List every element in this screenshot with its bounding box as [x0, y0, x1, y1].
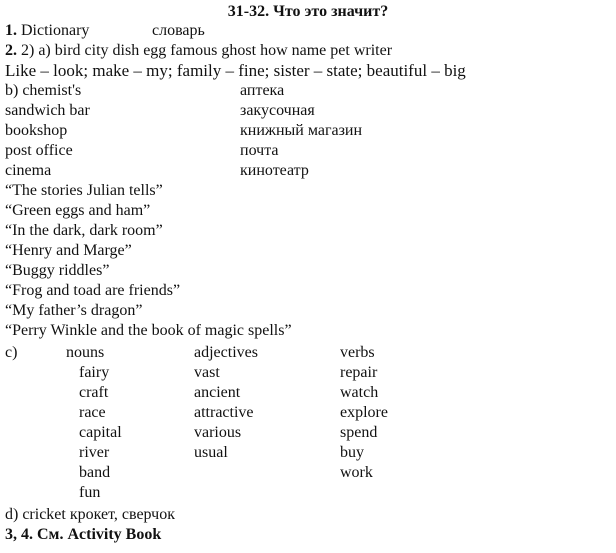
verb-word: explore: [340, 404, 388, 421]
story-title: “In the dark, dark room”: [5, 222, 163, 239]
place-en: b) chemist's: [5, 82, 82, 99]
section-3-4: [5, 525, 161, 545]
pairs-line: Like – look; make – my; family – fine; sister – state; beautiful – big: [5, 61, 466, 80]
section-1: [5, 21, 89, 41]
adjective-word: attractive: [194, 404, 254, 421]
verbs-header: verbs: [340, 344, 375, 361]
section-c-label: c): [5, 344, 18, 361]
story-title: “Green eggs and ham”: [5, 202, 151, 219]
noun-word: band: [79, 464, 111, 481]
noun-word: fun: [79, 484, 101, 501]
section-1-word: Dictionary: [21, 22, 90, 39]
verb-word: watch: [340, 384, 379, 401]
place-ru: закусочная: [240, 102, 315, 119]
nouns-header: nouns: [66, 344, 105, 361]
verb-word: buy: [340, 444, 364, 461]
place-ru: кинотеатр: [240, 162, 309, 179]
story-title: “Buggy riddles”: [5, 262, 110, 279]
place-ru: аптека: [240, 82, 285, 99]
verb-word: spend: [340, 424, 378, 441]
section-1-translation: словарь: [152, 22, 205, 39]
section-d: d) cricket крокет, сверчок: [5, 506, 175, 523]
place-ru: книжный магазин: [240, 122, 363, 139]
page-title: 31-32. Что это значит?: [227, 3, 389, 20]
noun-word: capital: [79, 424, 122, 441]
noun-word: river: [79, 444, 110, 461]
adjective-word: various: [194, 424, 242, 441]
story-title: “My father’s dragon”: [5, 302, 143, 319]
place-en: sandwich bar: [5, 102, 90, 119]
noun-word: craft: [79, 384, 109, 401]
section-3-4-text: См. Activity Book: [37, 526, 162, 543]
adjective-word: vast: [194, 364, 220, 381]
place-en: post office: [5, 142, 73, 159]
adjective-word: usual: [194, 444, 228, 461]
verb-word: repair: [340, 364, 378, 381]
story-title: “The stories Julian tells”: [5, 182, 163, 199]
noun-word: race: [79, 404, 106, 421]
adjectives-header: adjectives: [194, 344, 258, 361]
section-2: [5, 41, 392, 61]
noun-word: fairy: [79, 364, 110, 381]
place-en: bookshop: [5, 122, 68, 139]
verb-word: work: [340, 464, 373, 481]
adjective-word: ancient: [194, 384, 241, 401]
story-title: “Perry Winkle and the book of magic spells”: [5, 322, 292, 339]
story-title: “Frog and toad are friends”: [5, 282, 181, 299]
place-ru: почта: [240, 142, 279, 159]
story-title: “Henry and Marge”: [5, 242, 132, 259]
section-1-number: 1.: [5, 22, 17, 39]
section-2-number: 2.: [5, 42, 17, 59]
section-2-words: 2) a) bird city dish egg famous ghost how name pet writer: [21, 42, 393, 59]
place-en: cinema: [5, 162, 52, 179]
section-3-4-number: 3, 4.: [5, 526, 33, 543]
